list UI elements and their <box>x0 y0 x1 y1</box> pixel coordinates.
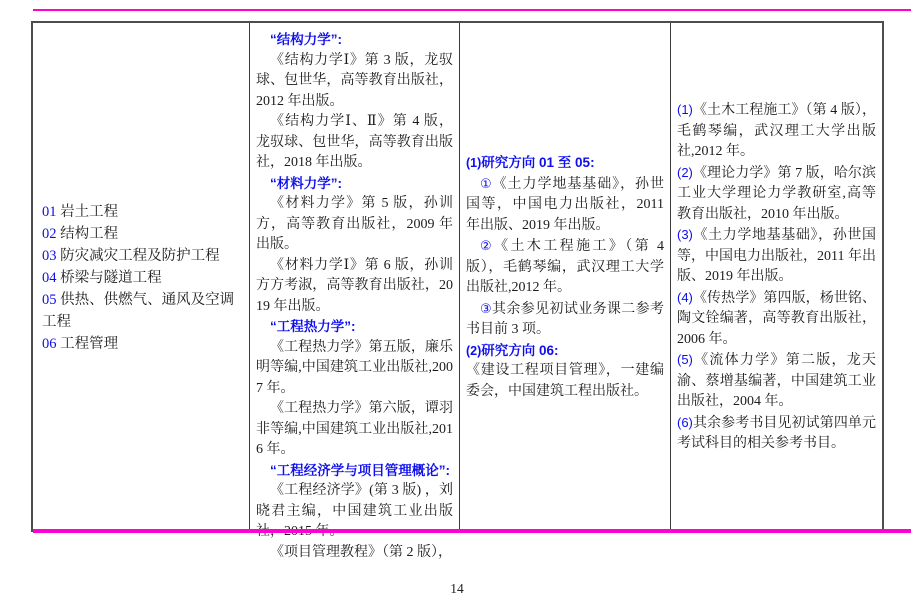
entry-text: 《工程经济学》(第 3 版) ，刘晓君主编，中国建筑工业出版 <box>256 483 453 519</box>
direction-item <box>42 289 240 333</box>
entry-text: 研究方向 06: <box>481 342 559 358</box>
entry-text: 《工程热力学》第六版，谭羽非等编,中国建筑工业出版社,2016 年。 <box>256 401 453 457</box>
book-entry <box>677 163 876 226</box>
entry-text: 《土木工程施工》（第 4 版），毛鹤琴编，武汉理工大学出版社,2012 年。 <box>466 239 665 295</box>
entry-marker: ② <box>480 238 495 253</box>
direction-item <box>42 245 240 267</box>
column-exam-reference-books <box>249 23 459 560</box>
entry-marker: 02 <box>42 225 57 242</box>
book-entry <box>677 350 876 413</box>
entry-text: 《土力学地基基础》，孙世国等，中国电力出版社，2011 年出版、2019 年出版。 <box>466 176 665 233</box>
entry-marker: ① <box>480 175 493 191</box>
book-entry <box>256 194 453 256</box>
entry-text: 供热、供燃气、通风及空调工程 <box>42 291 235 330</box>
top-magenta-rule <box>33 9 911 11</box>
entry-text: 《土力学地基基础》，孙世国等，中国电力出版社，2011 年出版、2019 年出版。 <box>677 228 876 285</box>
book-entry <box>256 256 453 318</box>
entry-text: 《材料力学》第 5 版，孙训方，高等教育出版社，2009 年出版。 <box>256 196 453 252</box>
direction-item <box>42 223 240 245</box>
section-heading <box>256 30 453 51</box>
entry-marker: (2) <box>466 343 482 358</box>
entry-text: 《流体力学》第二版，龙天渝、蔡增基编著，中国建筑工业出版社，2004 年。 <box>677 353 876 410</box>
book-entry <box>466 236 664 299</box>
book-entry <box>256 51 453 113</box>
section-heading <box>256 317 453 338</box>
entry-text: 桥梁与隧道工程 <box>56 269 162 286</box>
book-entry <box>256 338 453 400</box>
direction-item <box>42 267 240 289</box>
entry-marker: 05 <box>42 291 57 308</box>
reference-books-table <box>31 21 884 560</box>
entry-marker: 06 <box>42 335 57 352</box>
book-entry <box>256 399 453 461</box>
book-entry <box>677 288 876 351</box>
entry-text: “工程经济学与项目管理概论”: <box>270 462 450 478</box>
entry-text: “工程热力学”: <box>270 319 356 334</box>
entry-text: “结构力学”: <box>270 32 342 47</box>
section-heading <box>466 341 664 362</box>
direction-item <box>42 201 240 223</box>
entry-text: 防灾减灾工程及防护工程 <box>56 247 220 264</box>
book-entry <box>466 361 664 402</box>
book-entry <box>256 481 453 543</box>
entry-marker: ③ <box>480 300 493 316</box>
entry-marker: (4) <box>677 289 693 305</box>
entry-text: 工程管理 <box>56 335 119 352</box>
entry-marker: (2) <box>677 164 693 180</box>
entry-text: 岩土工程 <box>56 203 119 220</box>
entry-marker: 03 <box>42 247 57 264</box>
entry-marker: 04 <box>42 269 57 286</box>
entry-marker: (3) <box>677 227 693 243</box>
entry-text: 《项目管理教程》（第 2 版）， <box>270 544 452 560</box>
entry-text: “材料力学”: <box>270 175 342 191</box>
entry-marker: (1) <box>677 102 693 118</box>
entry-marker: (5) <box>677 352 693 368</box>
entry-text: 《理论力学》第 7 版，哈尔滨工业大学理论力学教研室,高等教育出版社，2010 年出版。 <box>677 165 876 222</box>
bottom-magenta-rule <box>33 529 911 533</box>
book-entry <box>466 299 664 341</box>
section-heading <box>466 153 664 174</box>
entry-marker: 01 <box>42 203 57 220</box>
column-retest-reference-books <box>670 23 882 532</box>
entry-text: 《工程热力学》第五版，廉乐明等编,中国建筑工业出版社,2007 年。 <box>256 339 453 396</box>
entry-text: 《传热学》第四版，杨世铭、陶文铨编著，高等教育出版社，2006 年。 <box>677 290 876 347</box>
section-heading <box>256 461 453 482</box>
book-entry <box>466 174 664 237</box>
entry-text: 《土木工程施工》（第 4 版），毛鹤琴编，武汉理工大学出版社,2012 年。 <box>677 103 876 160</box>
column-research-directions <box>33 23 249 532</box>
book-entry <box>256 112 453 174</box>
entry-marker: (6) <box>677 414 693 430</box>
direction-item <box>42 333 240 355</box>
book-entry <box>677 413 876 455</box>
entry-text: 《建设工程项目管理》，一建编委会，中国建筑工程出版社。 <box>466 363 664 399</box>
entry-marker: (1) <box>466 156 482 170</box>
entry-text: 其余参考书目见初试第四单元考试科目的相关参考书目。 <box>677 415 876 452</box>
entry-text: 《结构力学Ⅰ、Ⅱ》第 4 版，龙驭球、包世华，高等教育出版社，2018 年出版。 <box>256 114 453 170</box>
book-entry <box>256 543 453 564</box>
entry-text: 结构工程 <box>56 225 119 242</box>
entry-text: 其余参见初试业务课二参考书目前 3 项。 <box>466 301 665 337</box>
column-retest-direction-notes <box>459 23 670 532</box>
section-heading <box>256 174 453 195</box>
book-entry <box>677 100 876 163</box>
entry-text: 研究方向 01 至 05: <box>481 155 595 170</box>
entry-text: 《结构力学Ⅰ》第 3 版，龙驭球、包世华，高等教育出版社，2012 年出版。 <box>256 52 453 109</box>
page-number: 14 <box>450 581 464 596</box>
entry-text: 《材料力学Ⅰ》第 6 版，孙训方方考淑，高等教育出版社，2019 年出版。 <box>256 257 453 314</box>
book-entry <box>677 225 876 288</box>
